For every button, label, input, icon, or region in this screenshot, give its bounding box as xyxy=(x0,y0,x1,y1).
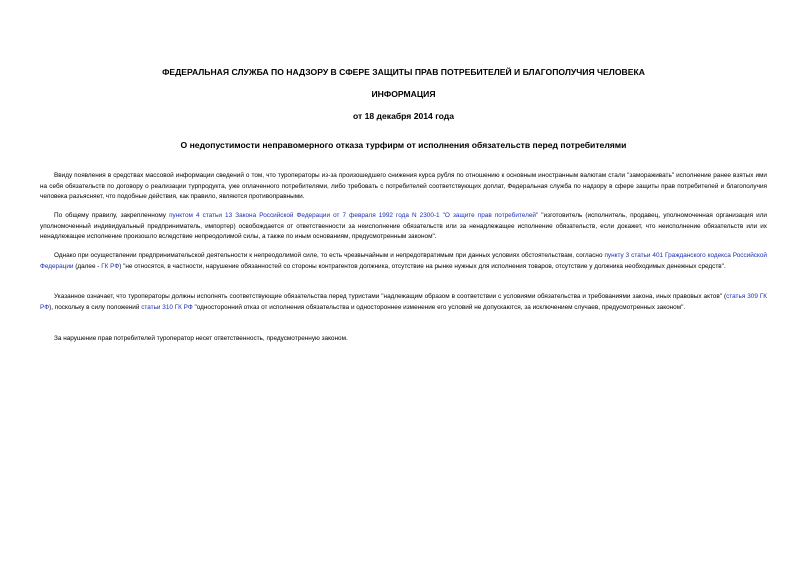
link-civil-code-article-401[interactable]: пункту 3 статьи 401 Гражданского кодекса Российской Федерации xyxy=(40,252,767,270)
paragraph-4-text-before: Указанное означает, что туроператоры должны исполнять соответствующие обязательства перед туристами "надлежащим образом в соответствии с условиями обязательства и требованиями закона, иных правовых актов" ( xyxy=(54,293,727,300)
agency-title: ФЕДЕРАЛЬНАЯ СЛУЖБА ПО НАДЗОРУ В СФЕРЕ ЗАЩИТЫ ПРАВ ПОТРЕБИТЕЛЕЙ И БЛАГОПОЛУЧИЯ ЧЕЛОВЕКА xyxy=(162,67,645,77)
paragraph-3-text-middle: (далее - xyxy=(73,262,102,270)
paragraph-3 xyxy=(40,251,767,272)
link-civil-code-article-309[interactable]: статья 309 ГК РФ xyxy=(40,293,768,311)
paragraph-3-text-before: Однако при осуществлении предпринимательской деятельности к непреодолимой силе, то есть чрезвычайным и непредотвратимым при данных условиях обстоятельствам, согласно xyxy=(54,252,605,259)
link-civil-code-article-310[interactable]: статьи 310 ГК РФ xyxy=(141,303,193,311)
link-consumer-protection-law[interactable]: пунктом 4 статьи 13 Закона Российской Федерации от 7 февраля 1992 года N 2300-1 "О защите прав потребителей" xyxy=(169,212,539,219)
paragraph-3-text-after: ) "не относятся, в частности, нарушение обязанностей со стороны контрагентов должника, отсутствие на рынке нужных для исполнения товаров, отсутствие у должника необходимых денежных средств". xyxy=(119,262,726,270)
paragraph-4-text-after: "односторонний отказ от исполнения обязательства и одностороннее изменение его условий не допускаются, за исключением случаев, предусмотренных законом". xyxy=(192,303,686,311)
paragraph-4-text-middle: ), поскольку в силу положений xyxy=(49,303,142,311)
paragraph-2 xyxy=(40,211,767,243)
paragraph-1: Ввиду появления в средствах массовой информации сведений о том, что туроператоры из-за произошедшего снижения курса рубля по отношению к основным иностранным валютам стали "замораживать" исполнение ранее взятых ими на себя обязательств по договору о реализации турпродукта, уже оплаченного потребителями, либо требовать с потребителей соответствующих доплат, Федеральная служба по надзору в сфере защиты прав потребителей и благополучия человека разъясняет, что подобные действия, как правило, являются противоправными. xyxy=(40,172,767,201)
link-civil-code[interactable]: ГК РФ xyxy=(101,262,120,270)
paragraph-4 xyxy=(40,292,767,313)
paragraph-2-text-before: По общему правилу, закрепленному xyxy=(54,212,170,219)
document-date: от 18 декабря 2014 года xyxy=(352,111,455,121)
paragraph-5: За нарушение прав потребителей туроператор несет ответственность, предусмотренную законом. xyxy=(54,335,348,342)
document-subject: О недопустимости неправомерного отказа турфирм от исполнения обязательств перед потребителями xyxy=(180,140,627,150)
paragraph-2-text-after: "изготовитель (исполнитель, продавец, уполномоченная организация или уполномоченный индивидуальный предприниматель, импортер) освобождается от ответственности за неисполнение обязательств или за ненадлежащее исполнение обязательств, если докажет, что неисполнение обязательств или их ненадлежащее исполнение произошло вследствие непреодолимой силы, а также по иным основаниям, предусмотренным законом". xyxy=(40,212,767,241)
document-type: ИНФОРМАЦИЯ xyxy=(371,89,436,99)
